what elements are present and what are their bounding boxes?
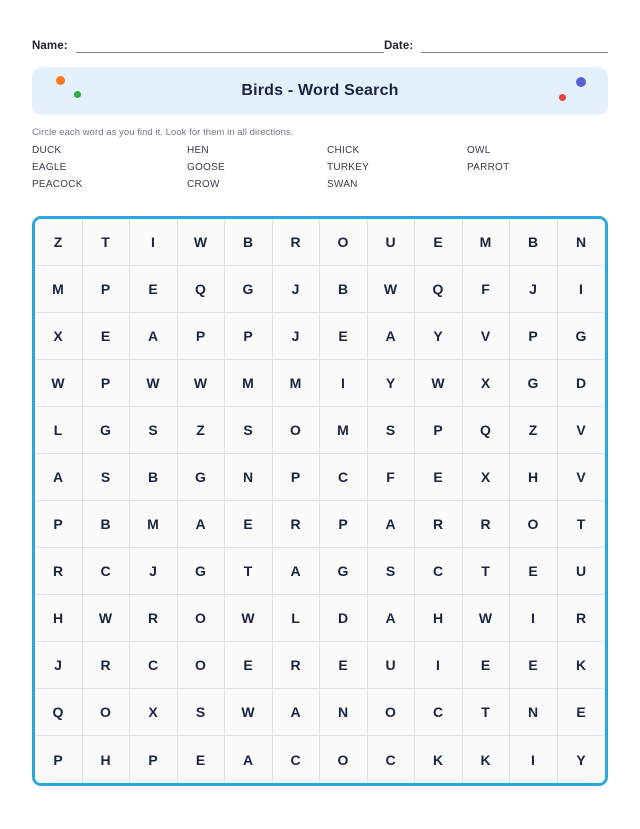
grid-cell[interactable]: N (510, 689, 558, 736)
grid-cell[interactable]: V (558, 407, 606, 454)
page-title: Birds - Word Search (241, 82, 399, 99)
grid-cell[interactable]: Y (558, 736, 606, 783)
grid-cell[interactable]: W (130, 360, 178, 407)
decorative-dot-blue-icon (576, 77, 586, 87)
name-input-line[interactable] (76, 39, 384, 53)
grid-cell[interactable]: O (178, 642, 226, 689)
grid-cell[interactable]: A (273, 689, 321, 736)
grid-cell[interactable]: B (510, 219, 558, 266)
grid-cell[interactable]: T (558, 501, 606, 548)
grid-cell[interactable]: I (558, 266, 606, 313)
word-list-item[interactable]: CHICK (327, 145, 360, 156)
grid-cell[interactable]: M (130, 501, 178, 548)
instructions-text: Circle each word as you find it. Look for them in all directions. (32, 127, 294, 138)
name-field-group (32, 39, 384, 53)
grid-cell[interactable]: U (368, 219, 416, 266)
name-label: Name: (32, 40, 68, 52)
date-field-group (384, 39, 608, 53)
grid-cell[interactable]: N (225, 454, 273, 501)
grid-cell[interactable]: O (320, 219, 368, 266)
grid-cell[interactable]: M (273, 360, 321, 407)
word-search-grid[interactable] (35, 219, 605, 783)
grid-cell[interactable]: A (273, 548, 321, 595)
grid-cell[interactable]: H (510, 454, 558, 501)
grid-cell[interactable]: W (225, 689, 273, 736)
grid-cell[interactable]: P (83, 360, 131, 407)
grid-cell[interactable]: C (130, 642, 178, 689)
word-list-item[interactable]: DUCK (32, 145, 62, 156)
grid-cell[interactable]: B (130, 454, 178, 501)
grid-cell[interactable]: R (83, 642, 131, 689)
grid-cell[interactable]: E (415, 454, 463, 501)
grid-cell[interactable]: G (178, 548, 226, 595)
word-list-item[interactable]: PEACOCK (32, 179, 83, 190)
word-list-item[interactable]: SWAN (327, 179, 358, 190)
grid-cell[interactable]: M (225, 360, 273, 407)
grid-cell[interactable]: O (368, 689, 416, 736)
grid-cell[interactable]: L (273, 595, 321, 642)
worksheet-meta-row (32, 0, 608, 53)
grid-cell[interactable]: P (35, 736, 83, 783)
grid-cell[interactable]: K (558, 642, 606, 689)
grid-cell[interactable]: E (415, 219, 463, 266)
grid-cell[interactable]: Q (178, 266, 226, 313)
grid-cell[interactable]: P (415, 407, 463, 454)
grid-cell[interactable]: R (273, 219, 321, 266)
word-list-item[interactable]: EAGLE (32, 162, 67, 173)
grid-cell[interactable]: W (35, 360, 83, 407)
grid-cell[interactable]: H (83, 736, 131, 783)
grid-cell[interactable]: N (558, 219, 606, 266)
word-list (32, 142, 608, 193)
grid-cell[interactable]: R (463, 501, 511, 548)
grid-cell[interactable]: S (225, 407, 273, 454)
grid-cell[interactable]: P (35, 501, 83, 548)
grid-cell[interactable]: B (225, 219, 273, 266)
word-list-item[interactable]: GOOSE (187, 162, 225, 173)
grid-cell[interactable]: U (558, 548, 606, 595)
grid-cell[interactable]: X (35, 313, 83, 360)
word-search-grid-container (32, 216, 608, 786)
grid-cell[interactable]: E (510, 548, 558, 595)
grid-cell[interactable]: C (83, 548, 131, 595)
grid-cell[interactable]: A (178, 501, 226, 548)
grid-cell[interactable]: E (178, 736, 226, 783)
grid-cell[interactable]: I (510, 736, 558, 783)
grid-cell[interactable]: W (225, 595, 273, 642)
grid-cell[interactable]: R (273, 642, 321, 689)
grid-cell[interactable]: P (130, 736, 178, 783)
grid-cell[interactable]: I (130, 219, 178, 266)
grid-cell[interactable]: A (368, 313, 416, 360)
grid-cell[interactable]: G (558, 313, 606, 360)
grid-cell[interactable]: A (368, 501, 416, 548)
grid-cell[interactable]: E (83, 313, 131, 360)
grid-cell[interactable]: G (510, 360, 558, 407)
grid-cell[interactable]: G (225, 266, 273, 313)
grid-cell[interactable]: Y (415, 313, 463, 360)
decorative-dot-red-icon (559, 94, 566, 101)
grid-cell[interactable]: R (415, 501, 463, 548)
grid-cell[interactable]: Z (510, 407, 558, 454)
grid-cell[interactable]: B (320, 266, 368, 313)
grid-cell[interactable]: W (178, 219, 226, 266)
grid-cell[interactable]: X (463, 454, 511, 501)
grid-cell[interactable]: G (320, 548, 368, 595)
grid-cell[interactable]: G (178, 454, 226, 501)
grid-cell[interactable]: N (320, 689, 368, 736)
grid-cell[interactable]: I (510, 595, 558, 642)
grid-cell[interactable]: S (368, 548, 416, 595)
grid-cell[interactable]: W (83, 595, 131, 642)
grid-cell[interactable]: Y (368, 360, 416, 407)
grid-cell[interactable]: C (415, 548, 463, 595)
word-list-item[interactable]: PARROT (467, 162, 510, 173)
grid-cell[interactable]: S (130, 407, 178, 454)
grid-cell[interactable]: G (83, 407, 131, 454)
grid-cell[interactable]: J (35, 642, 83, 689)
date-label: Date: (384, 40, 414, 52)
date-input-line[interactable] (421, 39, 608, 53)
grid-cell[interactable]: S (178, 689, 226, 736)
word-list-item[interactable]: CROW (187, 179, 220, 190)
grid-cell[interactable]: M (463, 219, 511, 266)
grid-cell[interactable]: Z (35, 219, 83, 266)
grid-cell[interactable]: A (368, 595, 416, 642)
grid-cell[interactable]: J (273, 313, 321, 360)
grid-cell[interactable]: C (273, 736, 321, 783)
grid-cell[interactable]: O (320, 736, 368, 783)
grid-cell[interactable]: H (35, 595, 83, 642)
grid-cell[interactable]: I (320, 360, 368, 407)
grid-cell[interactable]: C (320, 454, 368, 501)
grid-cell[interactable]: V (463, 313, 511, 360)
grid-cell[interactable]: X (130, 689, 178, 736)
grid-cell[interactable]: E (225, 501, 273, 548)
grid-cell[interactable]: Q (35, 689, 83, 736)
grid-cell[interactable]: O (273, 407, 321, 454)
grid-cell[interactable]: P (510, 313, 558, 360)
grid-cell[interactable]: P (178, 313, 226, 360)
grid-cell[interactable]: T (83, 219, 131, 266)
grid-cell[interactable]: T (225, 548, 273, 595)
grid-cell[interactable]: A (35, 454, 83, 501)
grid-cell[interactable]: O (178, 595, 226, 642)
grid-cell[interactable]: K (415, 736, 463, 783)
grid-cell[interactable]: T (463, 689, 511, 736)
grid-cell[interactable]: A (130, 313, 178, 360)
decorative-dot-orange-icon (56, 76, 65, 85)
grid-cell[interactable]: J (510, 266, 558, 313)
grid-cell[interactable]: F (463, 266, 511, 313)
grid-cell[interactable]: S (83, 454, 131, 501)
grid-cell[interactable]: K (463, 736, 511, 783)
grid-cell[interactable]: R (35, 548, 83, 595)
grid-cell[interactable]: P (225, 313, 273, 360)
grid-cell[interactable]: F (368, 454, 416, 501)
grid-cell[interactable]: W (463, 595, 511, 642)
grid-cell[interactable]: P (83, 266, 131, 313)
grid-cell[interactable]: X (463, 360, 511, 407)
grid-cell[interactable]: E (320, 313, 368, 360)
grid-cell[interactable]: S (368, 407, 416, 454)
grid-cell[interactable]: L (35, 407, 83, 454)
grid-cell[interactable]: P (273, 454, 321, 501)
grid-cell[interactable]: C (368, 736, 416, 783)
grid-cell[interactable]: I (415, 642, 463, 689)
grid-cell[interactable]: B (83, 501, 131, 548)
title-banner (32, 67, 608, 115)
grid-cell[interactable]: W (415, 360, 463, 407)
grid-cell[interactable]: E (558, 689, 606, 736)
word-list-item[interactable]: HEN (187, 145, 209, 156)
grid-cell[interactable]: R (273, 501, 321, 548)
grid-cell[interactable]: R (130, 595, 178, 642)
grid-cell[interactable]: A (225, 736, 273, 783)
grid-cell[interactable]: P (320, 501, 368, 548)
grid-cell[interactable]: D (558, 360, 606, 407)
grid-cell[interactable]: J (130, 548, 178, 595)
grid-cell[interactable]: M (35, 266, 83, 313)
grid-cell[interactable]: M (320, 407, 368, 454)
grid-cell[interactable]: T (463, 548, 511, 595)
grid-cell[interactable]: E (510, 642, 558, 689)
word-list-item[interactable]: OWL (467, 145, 491, 156)
grid-cell[interactable]: D (320, 595, 368, 642)
word-list-item[interactable]: TURKEY (327, 162, 370, 173)
grid-cell[interactable]: W (178, 360, 226, 407)
grid-cell[interactable]: H (415, 595, 463, 642)
grid-cell[interactable]: E (225, 642, 273, 689)
grid-cell[interactable]: V (558, 454, 606, 501)
grid-cell[interactable]: O (83, 689, 131, 736)
grid-cell[interactable]: E (130, 266, 178, 313)
grid-cell[interactable]: C (415, 689, 463, 736)
grid-cell[interactable]: E (463, 642, 511, 689)
grid-cell[interactable]: Q (463, 407, 511, 454)
grid-cell[interactable]: U (368, 642, 416, 689)
grid-cell[interactable]: Q (415, 266, 463, 313)
decorative-dot-green-icon (74, 91, 81, 98)
grid-cell[interactable]: Z (178, 407, 226, 454)
grid-cell[interactable]: W (368, 266, 416, 313)
grid-cell[interactable]: E (320, 642, 368, 689)
grid-cell[interactable]: O (510, 501, 558, 548)
grid-cell[interactable]: J (273, 266, 321, 313)
grid-cell[interactable]: R (558, 595, 606, 642)
